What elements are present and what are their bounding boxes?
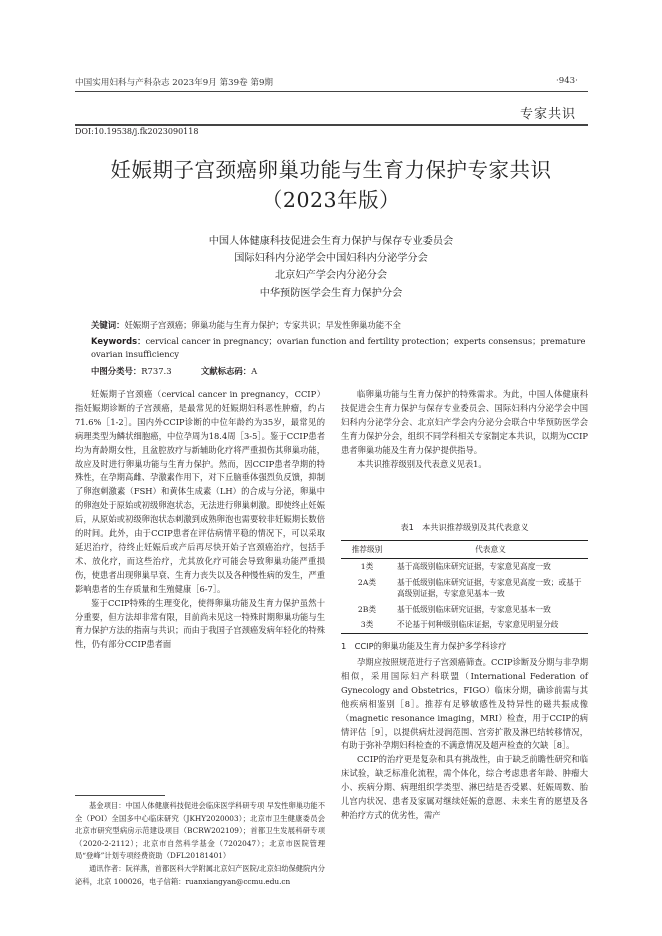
table-cell-meaning: 基于高级别临床研究证据，专家意见高度一致 [397, 562, 551, 571]
right-paragraph-1: 临卵巢功能与生育力保护的特殊需求。为此，中国人体健康科技促进会生育力保护与保存专业委员会、国际妇科内分泌学会中国妇科内分泌学分会、北京妇产学会内分泌分会联合中华预防医学会生育力保护分会，组织不同学科相关专家制定本共识，以期为CCIP患者卵巢功能及生育力保护提供指导。 [341, 389, 588, 455]
table-cell-meaning: 基于低级别临床研究证据，专家意见基本一致 [397, 604, 551, 614]
organization-3: 北京妇产学会内分泌分会 [274, 270, 388, 281]
keywords-en-label: Keywords： [91, 336, 146, 346]
table-row [341, 617, 588, 633]
table-cell-level: 2A类 [357, 577, 377, 587]
organization-4: 中华预防医学会生育力保护分会 [259, 288, 403, 299]
section-label: 专家共识 [520, 107, 577, 122]
right-paragraph-4: CCIP的治疗更是复杂和具有挑战性，由于缺乏前瞻性研究和临床试验，缺乏标准化流程，需个体化，综合考虑患者年龄、肿瘤大小、疾病分期、病理组织学类型、淋巴结是否受累、妊娠周数、胎儿宫内状况、患者及家属对继续妊娠的意愿、未来生育的愿望及各种治疗方式的优劣性，需产 [341, 754, 588, 820]
table-cell-level: 3类 [360, 620, 374, 629]
left-paragraph-1: 妊娠期子宫颈癌（cervical cancer in pregnancy，CCIP）指妊娠期诊断的子宫颈癌，是最常见的妊娠期妇科恶性肿瘤，约占71.6%［1-2］。国内外CCIP诊断的中位年龄约为35岁，最常见的病理类型为鳞状细胞癌，中位孕周为18.4周［3-5］。鉴于CCIP患者均为育龄期女性，且盆腔放疗与新辅助化疗将严重损伤其卵巢功能，故应及时进行卵巢功能与生育力保护。然而，因CCIP患者孕期的特殊性，在孕期高雌、孕激素作用下，对下丘脑垂体强烈负反馈，抑制了卵泡刺激素（FSH）和黄体生成素（LH）的合成与分泌，卵巢中的卵泡处于原始或初级卵泡状态，无法进行卵巢刺激。即使终止妊娠后，从原始或初级卵泡状态刺激到成熟卵泡也需要较非妊娠期长数倍的时间。此外，由于CCIP患者在评估病情平稳的情况下，可以采取延迟治疗，待终止妊娠后或产后再尽快开始子宫颈癌治疗，包括手术、放化疗，而这些治疗，尤其放化疗可能会导致卵巢功能严重损伤，使患者出现卵巢早衰、生育力丧失以及各种慢性病的发生，严重影响患者的生存质量和生殖健康［6-7］。 [75, 389, 325, 594]
page-subtitle: （2023年版） [261, 188, 401, 212]
table-row [341, 602, 588, 618]
right-paragraph-3: 孕期应按照规范进行子宫颈癌筛查。CCIP诊断及分期与非孕期相似，采用国际妇产科联盟（International Federation of Gynecology and Obstetrics，FIGO）临床分期，确诊前需与其他疾病相鉴别［8］。推荐有足够敏感性及特异性的磁共振成像（magnetic resonance imaging，MRI）检查，用于CCIP的病情评估［9］，以提供病灶浸润范围、宫旁扩散及淋巴结转移情况，有助于弥补孕期妇科检查的不满意情况及超声检查的欠缺［8］。 [341, 657, 588, 751]
keywords-cn-text: 妊娠期子宫颈癌；卵巢功能与生育力保护；专家共识；早发性卵巢功能不全 [124, 320, 401, 330]
correspondence-note: 通讯作者：阮祥燕，首都医科大学附属北京妇产医院/北京妇幼保健院内分泌科，北京 100026，电子信箱：ruanxiangyan@ccmu.edu.cn [75, 863, 325, 886]
table-row [341, 575, 588, 602]
keywords-en-text: cervical cancer in pregnancy；ovarian function and fertility protection；experts consensus；premature ovarian insufficiency [91, 336, 586, 359]
section-body [341, 656, 588, 823]
clc-value: R737.3 [141, 366, 172, 376]
table-cell-level: 1类 [360, 562, 374, 571]
table-caption: 表1 本共识推荐级别及其代表意义 [400, 522, 529, 532]
table-header-row [341, 541, 588, 559]
section-heading: 1 CCIP的卵巢功能及生育力保护多学科诊疗 [341, 641, 507, 651]
table-header-level: 推荐级别 [351, 545, 383, 554]
footnotes [75, 800, 325, 888]
table-row [341, 559, 588, 575]
right-column [341, 388, 588, 471]
journal-header: 中国实用妇科与产科杂志 2023年9月 第39卷 第9期 [75, 78, 274, 88]
table-cell-level: 2B类 [357, 604, 377, 614]
keywords-cn [91, 319, 588, 332]
table-header-meaning: 代表意义 [475, 545, 506, 554]
left-column [75, 388, 325, 652]
footnote-rule [75, 795, 165, 796]
clc-label: 中图分类号： [91, 366, 142, 376]
page-number: ·943· [556, 76, 578, 86]
header-rule [75, 91, 588, 92]
keywords-en [91, 335, 588, 361]
table-cell-meaning: 不论基于何种级别临床证据，专家意见明显分歧 [397, 620, 559, 629]
keywords-cn-label: 关键词： [91, 320, 125, 330]
right-paragraph-2: 本共识推荐级别及代表意义见表1。 [357, 458, 487, 469]
doi: DOI:10.19538/j.fk2023090118 [75, 127, 199, 136]
doc-code-label: 文献标志码： [200, 366, 252, 376]
organization-2: 国际妇科内分泌学会中国妇科内分泌学分会 [234, 253, 428, 264]
recommendation-table [341, 540, 588, 634]
page-title: 妊娠期子宫颈癌卵巢功能与生育力保护专家共识 [110, 158, 552, 182]
organization-1: 中国人体健康科技促进会生育力保护与保存专业委员会 [208, 236, 454, 247]
classification-line [91, 365, 588, 378]
doc-code-value: A [251, 366, 258, 376]
table-cell-meaning: 基于低级别临床研究证据，专家意见高度一致；或基于高级别证据，专家意见基本一致 [397, 577, 582, 598]
funding-note: 基金项目：中国人体健康科技促进会临床医学科研专项 早发性卵巢功能不全（POI）全国多中心临床研究（JKHY2020003）；北京市卫生健康委员会北京市研究型病房示范建设项目（BCRW202109）；首都卫生发展科研专项（2020-2-2112）；北京市自然科学基金（7202047）；北京市医院管理局“登峰”计划专项经费资助（DFL20181401） [75, 801, 325, 861]
left-paragraph-2: 鉴于CCIP特殊的生理变化，使得卵巢功能及生育力保护虽然十分重要，但方法却非常有限，目前尚未见这一特殊时期卵巢功能与生育力保护方法的指南与共识；而由于我国子宫颈癌发病年轻化的特殊性，仍有部分CCIP患者面 [75, 597, 325, 650]
section-rule [75, 124, 588, 126]
